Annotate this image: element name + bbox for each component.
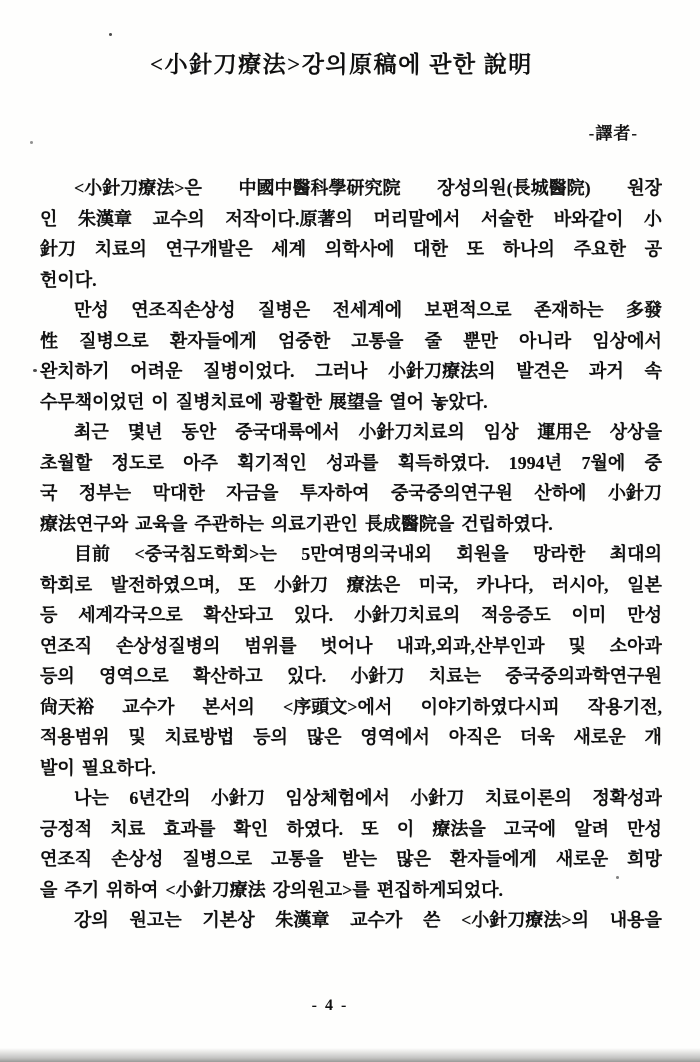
translator-byline: -譯者- xyxy=(588,124,638,143)
document-body xyxy=(40,173,662,936)
text-line: 針刀 치료의 연구개발은 세계 의학사에 대한 또 하나의 주요한 공 xyxy=(40,239,662,259)
text-line: 療法연구와 교육을 주관하는 의료기관인 長成醫院을 건립하였다. xyxy=(40,513,553,534)
text-line: 등 세계각국으로 확산돠고 있다. 小針刀치료의 적응증도 이미 만성 xyxy=(40,605,662,625)
text-line: 완치하기 어려운 질병이었다. 그러나 小針刀療法의 발견은 과거 속 xyxy=(40,361,662,381)
text-line: 등의 영역으로 확산하고 있다. 小針刀 치료는 중국중의과학연구원 xyxy=(40,666,662,686)
text-line: 헌이다. xyxy=(40,269,97,290)
scan-speck xyxy=(109,33,112,36)
text-line: 尙天裕 교수가 본서의 <序頭文>에서 이야기하였다시피 작용기전, xyxy=(40,696,662,717)
text-line: 국 정부는 막대한 자금을 투자하여 중국중의연구원 산하에 小針刀 xyxy=(40,483,662,503)
text-line: 性 질병으로 환자들에게 엄중한 고통을 줄 뿐만 아니라 임상에서 xyxy=(40,330,662,351)
scan-speck xyxy=(616,876,619,879)
text-line: <小針刀療法>은 中國中醫科學研究院 장성의원(長城醫院) 원장 xyxy=(74,178,662,198)
text-line: 인 朱漢章 교수의 저작이다.原著의 머리말에서 서술한 바와같이 小 xyxy=(40,208,662,229)
scan-edge-shadow xyxy=(0,1048,700,1062)
text-line: 학회로 발전하였으며, 또 小針刀 療法은 미국, 카나다, 러시아, 일본 xyxy=(40,574,662,595)
text-line: 긍정적 치료 효과를 확인 하였다. 또 이 療法을 고국에 알려 만성 xyxy=(40,818,662,839)
text-line: 연조직 손상성 질병으로 고통을 받는 많은 환자들에게 새로운 희망 xyxy=(40,849,662,869)
scan-speck xyxy=(33,369,37,372)
text-line: 연조직 손상성질병의 범위를 벗어나 내과,외과,산부인과 및 소아과 xyxy=(40,635,662,656)
text-line: 수무책이었던 이 질병치료에 광활한 展望을 열어 놓았다. xyxy=(40,391,488,412)
scan-speck xyxy=(30,141,33,144)
text-line: 발이 필요하다. xyxy=(40,757,156,778)
text-line: 최근 몇년 동안 중국대륙에서 小針刀치료의 임상 運用은 상상을 xyxy=(74,422,662,442)
text-line: 초월할 정도로 아주 획기적인 성과를 획득하였다. 1994년 7월에 중 xyxy=(40,452,662,473)
text-line: 만성 연조직손상성 질병은 전세계에 보편적으로 존재하는 多發 xyxy=(74,300,662,320)
page-title: <小針刀療法>강의原稿에 관한 說明 xyxy=(150,52,533,77)
text-line: 강의 원고는 기본상 朱漢章 교수가 쓴 <小針刀療法>의 내용을 xyxy=(74,910,662,930)
text-line: 을 주기 위하여 <小針刀療法 강의원고>를 편집하게되었다. xyxy=(40,879,504,900)
text-line: 나는 6년간의 小針刀 임상체험에서 小針刀 치료이론의 정확성과 xyxy=(74,788,662,808)
page-number: - 4 - xyxy=(311,997,349,1014)
text-line: 目前 <중국침도학회>는 5만여명의국내외 회원을 망라한 최대의 xyxy=(74,544,662,564)
text-line: 적용범위 및 치료방법 등의 많은 영역에서 아직은 더욱 새로운 개 xyxy=(40,727,662,747)
